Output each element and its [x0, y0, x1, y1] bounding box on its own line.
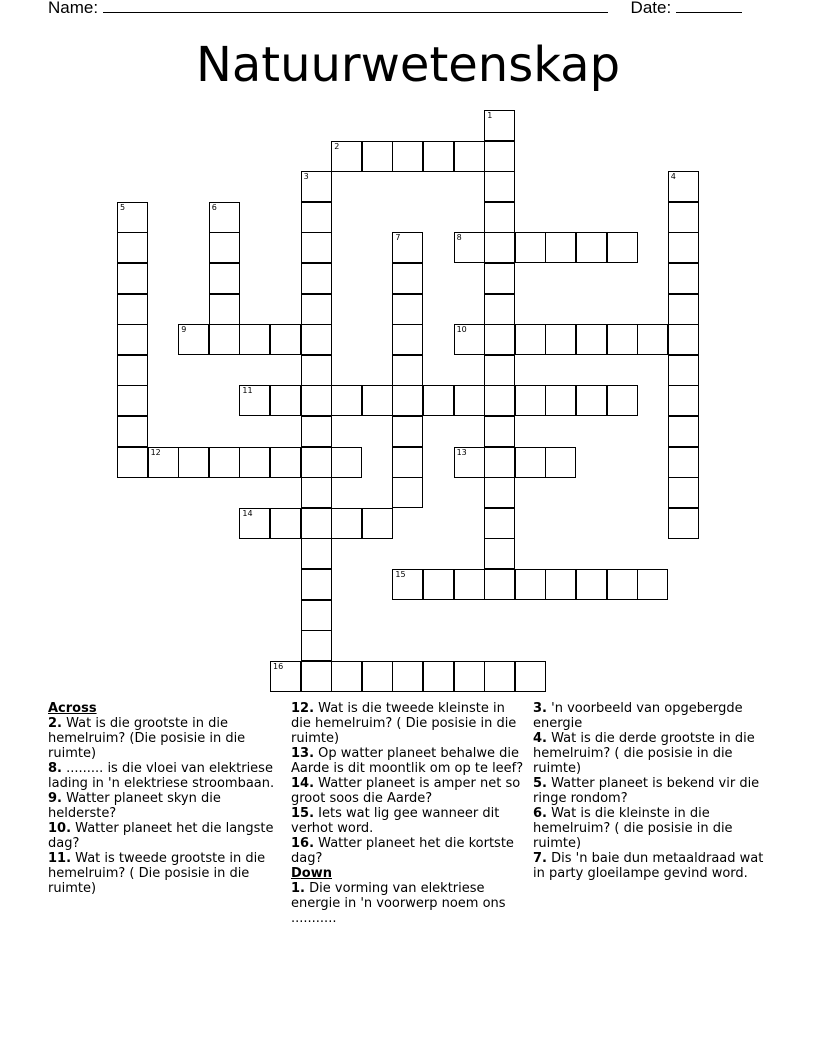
- grid-cell[interactable]: [270, 508, 301, 539]
- grid-cell[interactable]: [607, 385, 638, 416]
- grid-cell[interactable]: [423, 661, 454, 692]
- grid-cell[interactable]: [484, 171, 515, 202]
- grid-cell[interactable]: [484, 447, 515, 478]
- grid-cell[interactable]: [454, 324, 485, 355]
- grid-cell[interactable]: [668, 232, 699, 263]
- clue-number: 11: [242, 386, 253, 396]
- grid-cell[interactable]: [301, 232, 332, 263]
- grid-cell[interactable]: [178, 324, 209, 355]
- grid-cell[interactable]: [301, 263, 332, 294]
- grid-cell[interactable]: [484, 202, 515, 233]
- grid-cell[interactable]: [484, 263, 515, 294]
- grid-cell[interactable]: [392, 661, 423, 692]
- grid-cell[interactable]: [454, 232, 485, 263]
- grid-cell[interactable]: [484, 324, 515, 355]
- clue-label-number: 2.: [48, 716, 62, 731]
- grid-cell[interactable]: [301, 630, 332, 661]
- clue-text: Op watter planeet behalwe die Aarde is dit moontlik om op te leef?: [291, 746, 524, 776]
- grid-cell[interactable]: [270, 447, 301, 478]
- clue-text: Watter planeet het die kortste dag?: [291, 836, 514, 866]
- grid-cell[interactable]: [515, 324, 546, 355]
- grid-cell[interactable]: [392, 263, 423, 294]
- clue-label-number: 4.: [533, 731, 547, 746]
- grid-cell[interactable]: [331, 661, 362, 692]
- clue-number: 12: [150, 447, 161, 457]
- grid-cell[interactable]: [545, 447, 576, 478]
- down-clue: [533, 776, 769, 806]
- clue-label-number: 15.: [291, 806, 315, 821]
- clue-text: Wat is die tweede kleinste in die hemelruim? ( Die posisie in die ruimte): [291, 701, 517, 746]
- across-clue: [48, 716, 278, 761]
- grid-cell[interactable]: [545, 324, 576, 355]
- grid-cell[interactable]: [576, 232, 607, 263]
- grid-cell[interactable]: [301, 324, 332, 355]
- grid-cell[interactable]: [484, 110, 515, 141]
- grid-cell[interactable]: [607, 324, 638, 355]
- clue-number: 4: [670, 172, 676, 182]
- grid-cell[interactable]: [301, 355, 332, 386]
- name-label: Name:: [48, 0, 99, 17]
- grid-cell[interactable]: [331, 447, 362, 478]
- grid-cell[interactable]: [454, 141, 485, 172]
- grid-cell[interactable]: [576, 385, 607, 416]
- clue-number: 8: [456, 233, 462, 243]
- grid-cell[interactable]: [484, 538, 515, 569]
- grid-cell[interactable]: [484, 355, 515, 386]
- grid-cell[interactable]: [331, 141, 362, 172]
- across-clue: [291, 746, 527, 776]
- clues-column-2: [291, 701, 527, 926]
- grid-cell[interactable]: [117, 416, 148, 447]
- grid-cell[interactable]: [117, 294, 148, 325]
- grid-cell[interactable]: [301, 538, 332, 569]
- page-title: Natuurwetenskap: [195, 37, 621, 93]
- clue-number: 13: [456, 447, 467, 457]
- grid-cell[interactable]: [668, 294, 699, 325]
- grid-cell[interactable]: [117, 355, 148, 386]
- grid-cell[interactable]: [423, 385, 454, 416]
- grid-cell[interactable]: [545, 569, 576, 600]
- grid-cell[interactable]: [484, 508, 515, 539]
- grid-cell[interactable]: [301, 416, 332, 447]
- grid-cell[interactable]: [454, 569, 485, 600]
- clue-text: Wat is die derde grootste in die hemelruim? ( die posisie in die ruimte): [533, 731, 755, 776]
- down-clue: [533, 851, 769, 881]
- grid-cell[interactable]: [362, 141, 393, 172]
- across-clue: [48, 761, 278, 791]
- grid-cell[interactable]: [423, 569, 454, 600]
- grid-cell[interactable]: [515, 385, 546, 416]
- clue-number: 14: [242, 508, 253, 518]
- grid-cell[interactable]: [668, 263, 699, 294]
- grid-cell[interactable]: [576, 324, 607, 355]
- clue-text: Wat is die grootste in die hemelruim? (Die posisie in die ruimte): [48, 716, 246, 761]
- clue-text: ......... is die vloei van elektriese lading in 'n elektriese stroombaan.: [48, 761, 275, 791]
- grid-cell[interactable]: [209, 263, 240, 294]
- grid-cell[interactable]: [484, 416, 515, 447]
- grid-cell[interactable]: [392, 447, 423, 478]
- grid-cell[interactable]: [392, 232, 423, 263]
- clue-number: 16: [273, 661, 284, 671]
- grid-cell[interactable]: [484, 294, 515, 325]
- grid-cell[interactable]: [301, 508, 332, 539]
- clue-label-number: 6.: [533, 806, 547, 821]
- grid-cell[interactable]: [239, 447, 270, 478]
- across-clue: [291, 836, 527, 866]
- grid-cell[interactable]: [239, 385, 270, 416]
- grid-cell[interactable]: [301, 569, 332, 600]
- clue-text: Dis 'n baie dun metaaldraad wat in party gloeilampe gevind word.: [533, 851, 764, 881]
- grid-cell[interactable]: [392, 385, 423, 416]
- grid-cell[interactable]: [515, 661, 546, 692]
- clue-label-number: 5.: [533, 776, 547, 791]
- down-clue: [533, 701, 769, 731]
- clue-number: 15: [395, 570, 406, 579]
- clue-text: Watter planeet het die langste dag?: [48, 821, 274, 851]
- clue-label-number: 3.: [533, 701, 547, 716]
- grid-cell[interactable]: [484, 661, 515, 692]
- grid-cell[interactable]: [301, 385, 332, 416]
- clue-number: 6: [211, 202, 217, 212]
- grid-cell[interactable]: [423, 141, 454, 172]
- grid-cell[interactable]: [668, 416, 699, 447]
- grid-cell[interactable]: [545, 385, 576, 416]
- grid-cell[interactable]: [668, 447, 699, 478]
- across-clue: [48, 821, 278, 851]
- grid-cell[interactable]: [392, 569, 423, 600]
- grid-cell[interactable]: [117, 232, 148, 263]
- grid-cell[interactable]: [392, 294, 423, 325]
- clue-text: Watter planeet is bekend vir die ringe rondom?: [533, 776, 760, 806]
- grid-cell[interactable]: [362, 508, 393, 539]
- grid-cell[interactable]: [301, 600, 332, 631]
- grid-cell[interactable]: [484, 477, 515, 508]
- clue-label-number: 10.: [48, 821, 72, 836]
- across-clue: [291, 776, 527, 806]
- grid-cell[interactable]: [668, 324, 699, 355]
- grid-cell[interactable]: [117, 324, 148, 355]
- grid-cell[interactable]: [117, 263, 148, 294]
- grid-cell[interactable]: [301, 477, 332, 508]
- clues-column-1: [48, 701, 278, 896]
- across-heading: Across: [48, 701, 97, 716]
- clue-label-number: 16.: [291, 836, 315, 851]
- grid-cell[interactable]: [117, 385, 148, 416]
- across-clue: [291, 806, 527, 836]
- clue-text: 'n voorbeeld van opgebergde energie: [533, 701, 743, 731]
- clue-label-number: 12.: [291, 701, 315, 716]
- grid-cell[interactable]: [576, 569, 607, 600]
- grid-cell[interactable]: [270, 324, 301, 355]
- grid-cell[interactable]: [331, 508, 362, 539]
- grid-cell[interactable]: [392, 355, 423, 386]
- grid-cell[interactable]: [484, 232, 515, 263]
- grid-cell[interactable]: [178, 447, 209, 478]
- grid-cell[interactable]: [270, 385, 301, 416]
- grid-cell[interactable]: [301, 661, 332, 692]
- grid-cell[interactable]: [637, 324, 668, 355]
- clue-label-number: 8.: [48, 761, 62, 776]
- clue-text: Wat is die kleinste in die hemelruim? ( die posisie in die ruimte): [533, 806, 733, 851]
- down-heading: Down: [291, 866, 332, 881]
- clue-text: Die vorming van elektriese energie in 'n voorwerp noem ons ...........: [291, 881, 506, 926]
- grid-cell[interactable]: [270, 661, 301, 692]
- grid-cell[interactable]: [209, 232, 240, 263]
- clue-label-number: 7.: [533, 851, 547, 866]
- grid-cell[interactable]: [392, 416, 423, 447]
- grid-cell[interactable]: [392, 141, 423, 172]
- clue-text: Iets wat lig gee wanneer dit verhot word.: [291, 806, 500, 836]
- clue-label-number: 9.: [48, 791, 62, 806]
- grid-cell[interactable]: [117, 202, 148, 233]
- grid-cell[interactable]: [454, 447, 485, 478]
- grid-cell[interactable]: [515, 569, 546, 600]
- grid-cell[interactable]: [392, 477, 423, 508]
- across-clue: [48, 851, 278, 896]
- clue-label-number: 14.: [291, 776, 315, 791]
- grid-cell[interactable]: [668, 355, 699, 386]
- clue-label-number: 13.: [291, 746, 315, 761]
- grid-cell[interactable]: [301, 171, 332, 202]
- grid-cell[interactable]: [239, 324, 270, 355]
- grid-cell[interactable]: [331, 385, 362, 416]
- grid-cell[interactable]: [148, 447, 179, 478]
- grid-cell[interactable]: [239, 508, 270, 539]
- grid-cell[interactable]: [209, 202, 240, 233]
- grid-cell[interactable]: [515, 232, 546, 263]
- grid-cell[interactable]: [209, 294, 240, 325]
- clues-column-3: [533, 701, 769, 881]
- grid-cell[interactable]: [454, 385, 485, 416]
- clue-number: 10: [456, 325, 467, 335]
- grid-cell[interactable]: [301, 447, 332, 478]
- clue-number: 3: [303, 172, 309, 182]
- grid-cell[interactable]: [515, 447, 546, 478]
- clue-number: 9: [181, 325, 187, 335]
- grid-cell[interactable]: [301, 202, 332, 233]
- grid-cell[interactable]: [545, 232, 576, 263]
- clue-label-number: 1.: [291, 881, 305, 896]
- clue-text: Wat is tweede grootste in die hemelruim? ( Die posisie in die ruimte): [48, 851, 266, 896]
- down-clue: [533, 731, 769, 776]
- date-label: Date:: [630, 0, 672, 17]
- grid-cell[interactable]: [209, 447, 240, 478]
- down-clue: [291, 881, 527, 926]
- clue-number: 2: [334, 141, 340, 151]
- grid-cell[interactable]: [454, 661, 485, 692]
- grid-cell[interactable]: [301, 294, 332, 325]
- across-clue: [291, 701, 527, 746]
- clue-number: 1: [487, 111, 493, 120]
- grid-cell[interactable]: [392, 324, 423, 355]
- grid-cell[interactable]: [362, 661, 393, 692]
- clue-number: 5: [120, 202, 126, 212]
- grid-cell[interactable]: [668, 385, 699, 416]
- grid-cell[interactable]: [668, 508, 699, 539]
- grid-cell[interactable]: [668, 477, 699, 508]
- grid-cell[interactable]: [117, 447, 148, 478]
- grid-cell[interactable]: [668, 202, 699, 233]
- grid-cell[interactable]: [607, 232, 638, 263]
- grid-cell[interactable]: [637, 569, 668, 600]
- grid-cell[interactable]: [484, 141, 515, 172]
- grid-cell[interactable]: [209, 324, 240, 355]
- grid-cell[interactable]: [607, 569, 638, 600]
- grid-cell[interactable]: [668, 171, 699, 202]
- clue-text: Watter planeet skyn die helderste?: [48, 791, 221, 821]
- grid-cell[interactable]: [484, 385, 515, 416]
- grid-cell[interactable]: [362, 385, 393, 416]
- down-clue: [533, 806, 769, 851]
- grid-cell[interactable]: [484, 569, 515, 600]
- clue-number: 7: [395, 233, 401, 243]
- clue-label-number: 11.: [48, 851, 72, 866]
- across-clue: [48, 791, 278, 821]
- clue-text: Watter planeet is amper net so groot soos die Aarde?: [291, 776, 521, 806]
